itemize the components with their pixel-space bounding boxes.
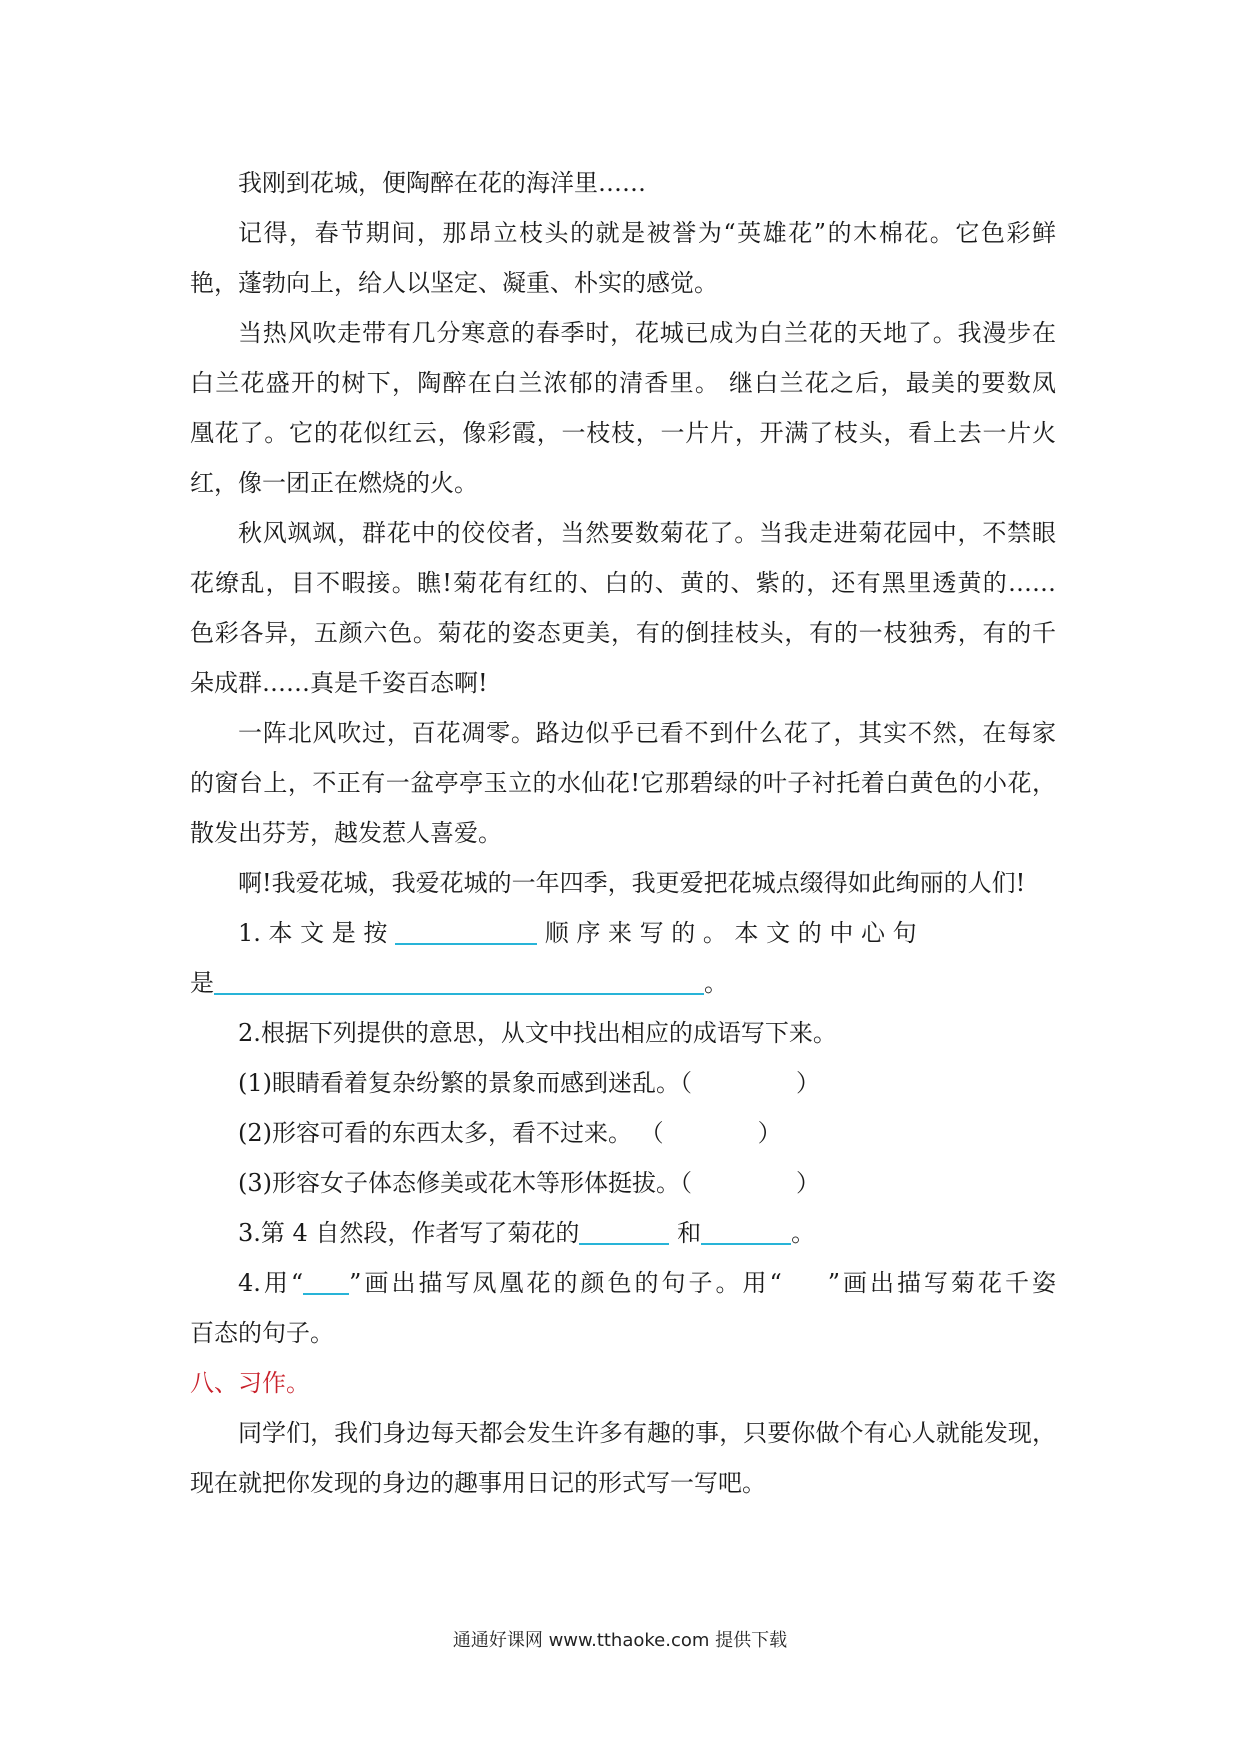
section-title: 八、习作。 [190, 1369, 310, 1397]
essay-prompt-line: 现在就把你发现的身边的趣事用日记的形式写一写吧。 [190, 1469, 766, 1497]
question-2-item-2 [190, 1108, 1056, 1158]
question-4 [190, 1258, 1056, 1308]
passage-line: 凰花了。它的花似红云，像彩霞，一枝枝，一片片，开满了枝头，看上去一片火 [190, 419, 1056, 447]
question-1-middle: 顺 序 来 写 的 。 本 文 的 中 心 句 [544, 919, 917, 947]
question-1-prefix: 1. 本 文 是 按 [238, 919, 388, 947]
question-4-text-b: ”画出描写凤凰花的颜色的句子。用“ [349, 1269, 782, 1297]
passage-line: 色彩各异，五颜六色。菊花的姿态更美，有的倒挂枝头，有的一枝独秀，有的千 [190, 619, 1056, 647]
answer-blank-central-sentence[interactable] [214, 967, 704, 995]
passage-line: 艳，蓬勃向上，给人以坚定、凝重、朴实的感觉。 [190, 269, 718, 297]
question-1-label: 是 [190, 969, 214, 997]
question-2: 2.根据下列提供的意思，从文中找出相应的成语写下来。 [238, 1019, 837, 1047]
question-3-period: 。 [791, 1219, 816, 1247]
answer-blank-order[interactable] [395, 917, 537, 945]
passage-line: 散发出芬芳，越发惹人喜爱。 [190, 819, 502, 847]
close-paren: ） [796, 1069, 820, 1097]
passage-line: 朵成群……真是千姿百态啊! [190, 669, 488, 697]
question-4-continued: 百态的句子。 [190, 1319, 334, 1347]
question-2-item-3-text: (3)形容女子体态修美或花木等形体挺拔。（ [238, 1169, 692, 1197]
passage-line: 秋风飒飒，群花中的佼佼者，当然要数菊花了。当我走进菊花园中，不禁眼 [238, 519, 1056, 547]
question-1-continued [190, 958, 1056, 1008]
close-paren: ） [757, 1119, 782, 1147]
question-3 [190, 1208, 1056, 1258]
question-4-text-a: 4.用“ [238, 1269, 304, 1297]
straight-line-sample [303, 1267, 349, 1295]
question-2-item-2-text: (2)形容可看的东西太多，看不过来。 （ [238, 1119, 664, 1147]
passage-line: 记得，春节期间，那昂立枝头的就是被誉为“英雄花”的木棉花。它色彩鲜 [238, 219, 1056, 247]
question-2-item-1-text: (1)眼睛看着复杂纷繁的景象而感到迷乱。（ [238, 1069, 692, 1097]
close-paren: ） [796, 1169, 820, 1197]
question-1 [190, 908, 1056, 958]
question-2-item-3 [190, 1158, 1056, 1208]
essay-prompt-line: 同学们，我们身边每天都会发生许多有趣的事，只要你做个有心人就能发现， [238, 1419, 1056, 1447]
footer-watermark: 通通好课网 www.tthaoke.com 提供下载 [452, 1630, 788, 1651]
question-2-item-1 [190, 1058, 1056, 1108]
question-3-and: 和 [677, 1219, 702, 1247]
passage-line: 一阵北风吹过，百花凋零。路边似乎已看不到什么花了，其实不然，在每家 [238, 719, 1056, 747]
answer-blank-3a[interactable] [579, 1217, 669, 1245]
passage-line: 啊!我爱花城，我爱花城的一年四季，我更爱把花城点缀得如此绚丽的人们! [238, 869, 1026, 897]
question-3-text: 3.第 4 自然段，作者写了菊花的 [238, 1219, 580, 1247]
answer-blank-3b[interactable] [701, 1217, 791, 1245]
passage-line: 的窗台上，不正有一盆亭亭玉立的水仙花!它那碧绿的叶子衬托着白黄色的小花， [190, 769, 1056, 797]
passage-line: 当热风吹走带有几分寒意的春季时，花城已成为白兰花的天地了。我漫步在 [238, 319, 1056, 347]
passage-line: 白兰花盛开的树下，陶醉在白兰浓郁的清香里。 继白兰花之后，最美的要数凤 [190, 369, 1056, 397]
document-body [190, 158, 1056, 1508]
passage-line: 红，像一团正在燃烧的火。 [190, 469, 478, 497]
passage-line: 花缭乱，目不暇接。瞧!菊花有红的、白的、黄的、紫的，还有黑里透黄的…… [190, 569, 1056, 597]
question-1-period: 。 [704, 969, 728, 997]
wavy-line-sample [782, 1269, 828, 1295]
question-4-text-c: ”画出描写菊花千姿 [827, 1269, 1056, 1297]
passage-line: 我刚到花城，便陶醉在花的海洋里…… [238, 169, 646, 197]
